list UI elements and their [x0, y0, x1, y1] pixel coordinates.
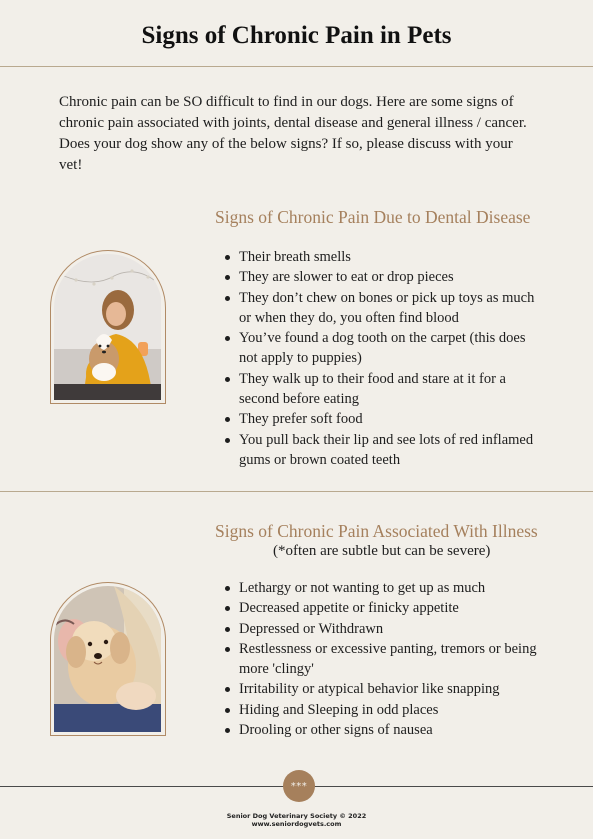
illness-signs-list [221, 578, 539, 740]
list-item: They are slower to eat or drop pieces [239, 267, 539, 287]
section-divider [0, 491, 593, 492]
illness-section-heading: Signs of Chronic Pain Associated With Illness [215, 521, 538, 541]
list-item: They walk up to their food and stare at it for a second before eating [239, 369, 539, 410]
list-item: Their breath smells [239, 247, 539, 267]
footer-badge: *** [283, 770, 315, 802]
dental-section-heading: Signs of Chronic Pain Due to Dental Disease [215, 207, 531, 227]
list-item: Hiding and Sleeping in odd places [239, 700, 539, 720]
footer-org: Senior Dog Veterinary Society © 2022 [226, 812, 367, 820]
page-title: Signs of Chronic Pain in Pets [141, 22, 452, 49]
illness-photo-frame [50, 582, 166, 736]
list-item: They don’t chew on bones or pick up toys as much or when they do, you often find blood [239, 288, 539, 329]
dental-signs-list [221, 247, 539, 470]
dental-photo-frame [50, 250, 166, 404]
woman-with-dog-photo [54, 254, 162, 400]
list-item: You’ve found a dog tooth on the carpet (this does not apply to puppies) [239, 328, 539, 369]
list-item: Irritability or atypical behavior like snapping [239, 679, 539, 699]
list-item: They prefer soft food [239, 409, 539, 429]
list-item: You pull back their lip and see lots of red inflamed gums or brown coated teeth [239, 430, 539, 471]
person-hugging-dog-photo [54, 586, 162, 732]
list-item: Decreased appetite or finicky appetite [239, 598, 539, 618]
list-item: Restlessness or excessive panting, tremors or being more 'clingy' [239, 639, 539, 680]
list-item: Lethargy or not wanting to get up as much [239, 578, 539, 598]
title-divider [0, 66, 593, 67]
list-item: Depressed or Withdrawn [239, 619, 539, 639]
intro-paragraph: Chronic pain can be SO difficult to find in our dogs. Here are some signs of chronic pain associated with joints, dental disease and general illness / cancer. Does your dog show any of the below signs? If so, please discuss with your vet! [59, 94, 527, 173]
footer-website-link[interactable]: www.seniordogvets.com [251, 820, 342, 828]
list-item: Drooling or other signs of nausea [239, 720, 539, 740]
illness-section-subheading: (*often are subtle but can be severe) [273, 543, 491, 559]
